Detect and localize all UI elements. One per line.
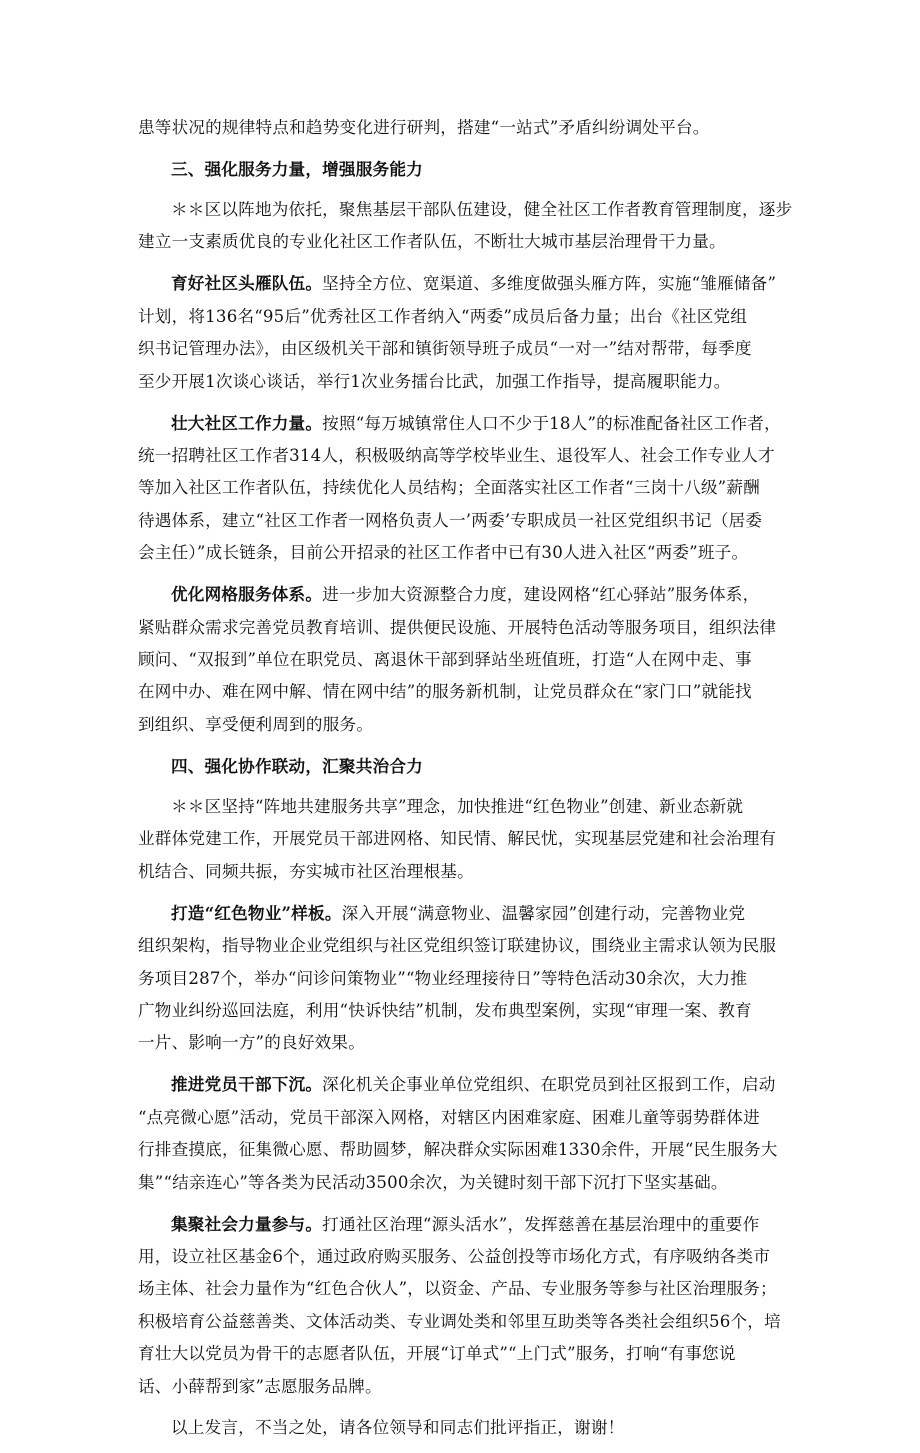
text-run: 打通社区治理“源头活水”，发挥慈善在基层治理中的重要作 — [322, 1214, 760, 1234]
paragraph-lead: 推进党员干部下沉。 — [171, 1074, 323, 1095]
text-line: ＊＊区坚持“阵地共建服务共享”理念，加快推进“红色物业”创建、新业态新就 — [171, 796, 744, 816]
text-line: 业群体党建工作，开展党员干部进网格、知民情、解民忧，实现基层党建和社会治理有 — [138, 829, 777, 849]
text-run: 深化机关企事业单位党组织、在职党员到社区报到工作，启动 — [322, 1075, 776, 1095]
paragraph-continuation — [138, 112, 786, 144]
text-run: 坚持全方位、宽渠道、多维度做强头雁方阵，实施“雏雁储备” — [322, 274, 777, 294]
text-line — [138, 897, 786, 930]
text-line: 以上发言，不当之处，请各位领导和同志们批评指正，谢谢！ — [171, 1417, 625, 1437]
text-line: 计划，将136名“95后”优秀社区工作者纳入“两委”成员后备力量；出台《社区党组 — [138, 306, 748, 326]
document-page — [138, 112, 793, 1453]
text-line — [138, 267, 786, 300]
text-line: 育壮大以党员为骨干的志愿者队伍，开展“订单式”“上门式”服务，打响“有事您说 — [138, 1344, 736, 1364]
text-run: 进一步加大资源整合力度，建设网格“红心驿站”服务体系， — [322, 585, 760, 605]
text-line: 建立一支素质优良的专业化社区工作者队伍，不断壮大城市基层治理骨干力量。 — [138, 232, 726, 252]
text-line — [138, 578, 786, 611]
paragraph-lead: 优化网格服务体系。 — [171, 584, 323, 605]
text-run: 按照“每万城镇常住人口不少于18人”的标准配备社区工作者， — [322, 413, 781, 433]
text-line — [138, 1068, 786, 1101]
text-line: 待遇体系，建立“社区工作者一网格负责人一’两委’专职成员一社区党组织书记（居委 — [138, 510, 763, 530]
text-line — [138, 1208, 786, 1241]
paragraph-social-forces — [138, 1208, 786, 1403]
paragraph-lead: 壮大社区工作力量。 — [171, 412, 323, 433]
text-line: 在网中办、难在网中解、情在网中结”的服务新机制，让党员群众在“家门口”就能找 — [138, 682, 752, 702]
paragraph-cadres-down — [138, 1068, 786, 1199]
paragraph-workforce — [138, 407, 786, 570]
paragraph-lead: 育好社区头雁队伍。 — [171, 273, 323, 294]
paragraph-closing — [138, 1412, 786, 1444]
text-line: 到组织、享受便利周到的服务。 — [138, 714, 374, 734]
text-line: 用，设立社区基金6个，通过政府购买服务、公益创投等市场化方式，有序吸纳各类市 — [138, 1246, 771, 1266]
text-line: 行排查摸底，征集微心愿、帮助圆梦，解决群众实际困难1330余件，开展“民生服务大 — [138, 1140, 778, 1160]
text-line: ＊＊区以阵地为依托，聚焦基层干部队伍建设，健全社区工作者教育管理制度，逐步 — [171, 200, 793, 219]
text-line: 积极培育公益慈善类、文体活动类、专业调处类和邻里互助类等各类社会组织56个，培 — [138, 1311, 781, 1331]
section-heading-3: 三、强化服务力量，增强服务能力 — [171, 159, 423, 179]
text-line: 务项目287个，举办“问诊问策物业”“物业经理接待日”等特色活动30余次，大力推 — [138, 968, 748, 988]
text-line: 统一招聘社区工作者314人，积极吸纳高等学校毕业生、退役军人、社会工作专业人才 — [138, 446, 775, 466]
text-run: 深入开展“满意物业、温馨家园”创建行动，完善物业党 — [341, 903, 746, 923]
text-line: 一片、影响一方”的良好效果。 — [138, 1033, 366, 1053]
text-line: 会主任）”成长链条，目前公开招录的社区工作者中已有30人进入社区“两委”班子。 — [138, 543, 749, 563]
text-line: 至少开展1次谈心谈话，举行1次业务擂台比武，加强工作指导，提高履职能力。 — [138, 371, 731, 391]
paragraph-grid-service — [138, 578, 786, 741]
text-line: 顾问、“双报到”单位在职党员、离退休干部到驿站坐班值班，打造“人在网中走、事 — [138, 650, 752, 670]
paragraph-section3-intro — [138, 194, 793, 259]
paragraph-leadership-team — [138, 267, 786, 398]
text-line: 紧贴群众需求完善党员教育培训、提供便民设施、开展特色活动等服务项目，组织法律 — [138, 617, 777, 637]
text-line: 患等状况的规律特点和趋势变化进行研判，搭建“一站式”矛盾纠纷调处平台。 — [138, 118, 710, 137]
text-line: 场主体、社会力量作为“红色合伙人”，以资金、产品、专业服务等参与社区治理服务； — [138, 1279, 777, 1299]
text-line: 机结合、同频共振，夯实城市社区治理根基。 — [138, 861, 474, 881]
text-line — [138, 407, 786, 440]
text-line: 等加入社区工作者队伍，持续优化人员结构；全面落实社区工作者“三岗十八级”薪酬 — [138, 478, 760, 498]
section-heading-4: 四、强化协作联动，汇聚共治合力 — [171, 755, 423, 776]
text-line: 话、小薛帮到家”志愿服务品牌。 — [138, 1376, 382, 1396]
text-line: 集”“结亲连心”等各类为民活动3500余次，为关键时刻干部下沉打下坚实基础。 — [138, 1172, 728, 1192]
paragraph-section4-intro — [138, 791, 786, 888]
paragraph-lead: 集聚社会力量参与。 — [171, 1213, 323, 1234]
paragraph-red-property — [138, 897, 786, 1060]
text-line: 广物业纠纷巡回法庭，利用“快诉快结”机制，发布典型案例，实现“审理一案、教育 — [138, 1000, 752, 1020]
paragraph-lead: 打造“红色物业”样板。 — [171, 902, 342, 923]
text-line: 织书记管理办法》，由区级机关干部和镇街领导班子成员“一对一”结对帮带，每季度 — [138, 339, 752, 359]
text-line: 组织架构，指导物业企业党组织与社区党组织签订联建协议，围绕业主需求认领为民服 — [138, 936, 777, 956]
text-line: “点亮微心愿”活动，党员干部深入网格，对辖区内困难家庭、困难儿童等弱势群体进 — [138, 1107, 760, 1127]
